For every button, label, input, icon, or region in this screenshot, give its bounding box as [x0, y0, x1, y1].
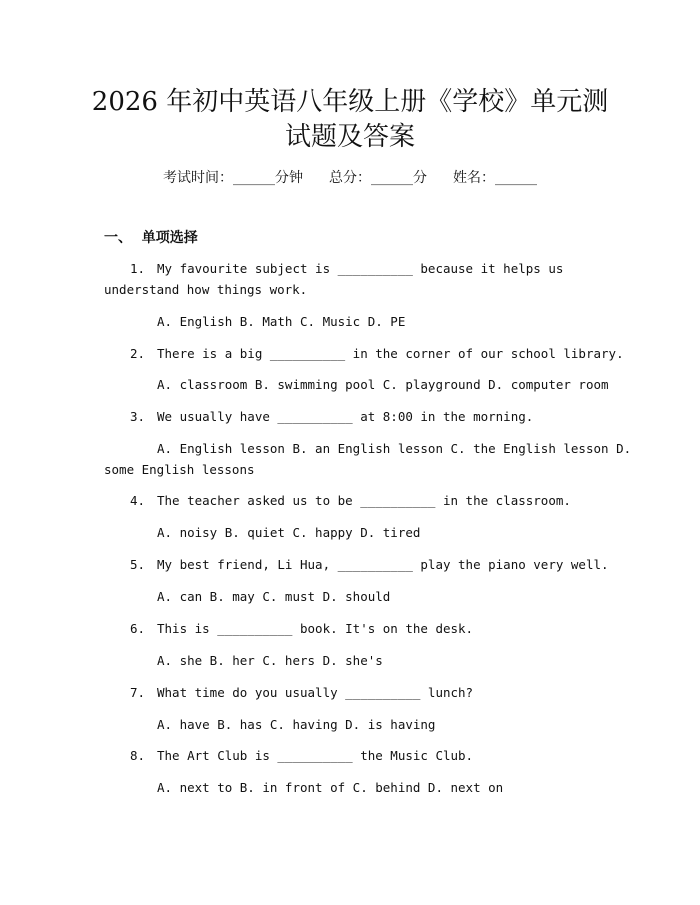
question-6-stem: This is __________ book. It's on the desk.: [157, 621, 474, 636]
question-5-stem: My best friend, Li Hua, __________ play the piano very well.: [157, 557, 609, 572]
exam-info-row: [0, 168, 700, 188]
question-2-number: 2.: [130, 346, 146, 361]
question-1-number: 1.: [130, 261, 146, 276]
question-6-options: A. she B. her C. hers D. she's: [157, 653, 383, 668]
question-4-number: 4.: [130, 493, 146, 508]
document-title-line-1: 2026 年初中英语八年级上册《学校》单元测: [91, 87, 609, 117]
question-8-number: 8.: [130, 748, 146, 763]
question-5-options: A. can B. may C. must D. should: [157, 589, 391, 604]
question-3-stem: We usually have __________ at 8:00 in the morning.: [157, 409, 534, 424]
question-7-stem: What time do you usually __________ lunch?: [157, 685, 474, 700]
question-2-stem: There is a big __________ in the corner of our school library.: [157, 346, 624, 361]
question-5-number: 5.: [130, 557, 146, 572]
question-3-options-line-2: some English lessons: [104, 462, 255, 477]
question-8-stem: The Art Club is __________ the Music Club.: [157, 748, 474, 763]
total-score-field: 总分：______分: [329, 170, 427, 186]
document-title-line-2: 试题及答案: [284, 122, 415, 152]
question-2-options: A. classroom B. swimming pool C. playground D. computer room: [157, 377, 609, 392]
question-1-stem-line-2: understand how things work.: [104, 282, 308, 297]
question-7-options: A. have B. has C. having D. is having: [157, 717, 436, 732]
question-6-number: 6.: [130, 621, 146, 636]
question-1-options: A. English B. Math C. Music D. PE: [157, 314, 406, 329]
question-3-number: 3.: [130, 409, 146, 424]
question-1-stem-line-1: My favourite subject is __________ because it helps us: [157, 261, 564, 276]
question-7-number: 7.: [130, 685, 146, 700]
question-8-options: A. next to B. in front of C. behind D. next on: [157, 780, 504, 795]
question-4-stem: The teacher asked us to be __________ in the classroom.: [157, 493, 571, 508]
question-3-options-line-1: A. English lesson B. an English lesson C. the English lesson D.: [157, 441, 632, 456]
section-heading: 一、 单项选择: [104, 230, 198, 246]
student-name-field: 姓名：______: [453, 170, 537, 186]
exam-time-field: 考试时间：______分钟: [163, 170, 303, 186]
question-4-options: A. noisy B. quiet C. happy D. tired: [157, 525, 421, 540]
